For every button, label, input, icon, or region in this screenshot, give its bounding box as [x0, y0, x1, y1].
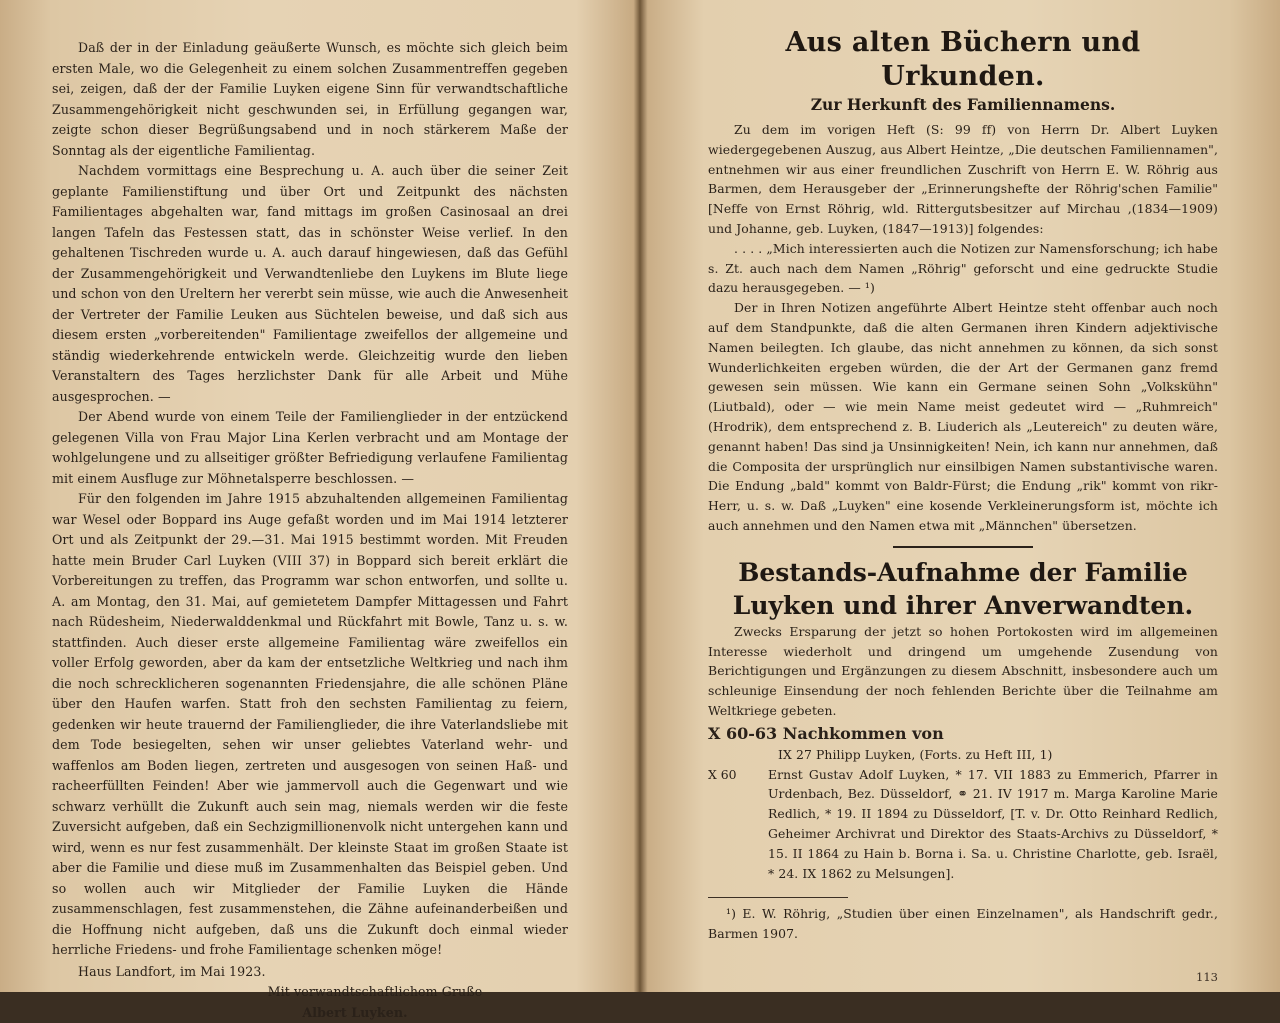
- right-page: [650, 0, 1280, 992]
- signature-place: Haus Landfort, im Mai 1923.: [52, 962, 568, 983]
- quote-paragraph: . . . . „Mich interessierten auch die Notizen zur Namensforschung; ich habe s. Zt. auch nach dem Namen „Röhrig" geforscht und eine gedruckte Studie dazu herausgegeben. — ¹): [708, 239, 1218, 298]
- right-page-text: [708, 26, 1218, 986]
- parent-line: IX 27 Philipp Luyken, (Forts. zu Heft III, 1): [708, 745, 1218, 765]
- article-title: Aus alten Büchern und Urkunden.: [708, 26, 1218, 94]
- genealogy-entry: [708, 765, 1218, 884]
- footnote: ¹) E. W. Röhrig, „Studien über einen Einzelnamen", als Handschrift gedr., Barmen 1907.: [708, 904, 1218, 944]
- descendants-heading: X 60-63 Nachkommen von: [708, 723, 1218, 745]
- section-title: Bestands-Aufnahme der Familie Luyken und ihrer Anverwandten.: [708, 556, 1218, 622]
- article-subtitle: Zur Herkunft des Familiennamens.: [708, 94, 1218, 116]
- left-page-text: [52, 38, 568, 968]
- section-intro: Zwecks Ersparung der jetzt so hohen Portokosten wird im allgemeinen Interesse wiederholt und dringend um umgehende Zusendung von Berichtigungen und Ergänzungen zu diesem Abschnitt, insbesondere auch um schleunige Einsendung der noch fehlenden Berichte über die Teilnahme am Weltkriege gebeten.: [708, 622, 1218, 721]
- page-number: 113: [1196, 970, 1218, 984]
- footnote-divider: [708, 897, 848, 898]
- left-page: [0, 0, 630, 992]
- paragraph: Daß der in der Einladung geäußerte Wunsch, es möchte sich gleich beim ersten Male, wo die Gelegenheit zu einem solchen Zusammentreffen gegeben sei, zeigen, daß der der Familie Luyken eigene Sinn für verwandtschaftliche Zusammengehörigkeit nicht geschwunden sei, in Erfüllung gegangen war, zeigte schon dieser Begrüßungsabend und in noch stärkerem Maße der Sonntag als der eigentliche Familientag.: [52, 38, 568, 161]
- paragraph: Nachdem vormittags eine Besprechung u. A. auch über die seiner Zeit geplante Familienstiftung und über Ort und Zeitpunkt des nächsten Familientages abgehalten war, fand mittags im großen Casinosaal an drei langen Tafeln das Festessen statt, das in schönster Weise verlief. In den gehaltenen Tischreden wurde u. A. auch darauf hingewiesen, daß das Gefühl der Zusammengehörigkeit und Verwandtenliebe den Luykens im Blute liege und schon von den Ureltern her vererbt sein müsse, wie auch die Anwesenheit der Vertreter der Familie Leuken aus Süchtelen beweise, und daß sich aus diesem ersten „vorbereitenden" Familientage zweifellos der allgemeine und ständig wiederkehrende entwickeln werde. Gleichzeitig wurde den lieben Veranstaltern des Tages herzlichster Dank für alle Arbeit und Mühe ausgesprochen. —: [52, 161, 568, 407]
- paragraph: Zu dem im vorigen Heft (S: 99 ff) von Herrn Dr. Albert Luyken wiedergegebenen Auszug, aus Albert Heintze, „Die deutschen Familiennamen", entnehmen wir aus einer freundlichen Zuschrift von Herrn E. W. Röhrig aus Barmen, dem Herausgeber der „Erinnerungshefte der Röhrig'schen Familie" [Neffe von Ernst Röhrig, wld. Rittergutsbesitzer auf Mirchau ,(1834—1909) und Johanne, geb. Luyken, (1847—1913)] folgendes:: [708, 120, 1218, 239]
- entry-code: X 60: [708, 765, 768, 785]
- paragraph: Der in Ihren Notizen angeführte Albert Heintze steht offenbar auch noch auf dem Standpunkte, daß die alten Germanen ihren Kindern adjektivische Namen beilegten. Ich glaube, das nicht annehmen zu können, da sich sonst Wunderlichkeiten ergeben würden, die der Art der Germanen ganz fremd gewesen sein müssen. Wie kann ein Germane seinen Sohn „Volkskühn" (Liutbald), oder — wie mein Name meist gedeutet wird — „Ruhmreich" (Hrodrik), dem entsprechend z. B. Liuderich als „Leutereich" zu deuten wäre, genannt haben! Das sind ja Unsinnigkeiten! Nein, ich kann nur annehmen, daß die Composita der ursprünglich nur einsilbigen Namen substantivische waren. Die Endung „bald" kommt von Baldr-Fürst; die Endung „rik" kommt von rikr-Herr, u. s. w. Daß „Luyken" eine kosende Verkleinerungsform ist, möchte ich auch annehmen und den Namen etwa mit „Männchen" übersetzen.: [708, 298, 1218, 536]
- paragraph: Für den folgenden im Jahre 1915 abzuhaltenden allgemeinen Familientag war Wesel oder Boppard ins Auge gefaßt worden und im Mai 1914 letzterer Ort und als Zeitpunkt der 29.—31. Mai 1915 bestimmt worden. Mit Freuden hatte mein Bruder Carl Luyken (VIII 37) in Boppard sich bereit erklärt die Vorbereitungen zu treffen, das Programm war schon entworfen, und sollte u. A. am Montag, den 31. Mai, auf gemietetem Dampfer Mittagessen und Fahrt nach Rüdesheim, Niederwalddenkmal und Rückfahrt mit Bowle, Tanz u. s. w. stattfinden. Auch dieser erste allgemeine Familientag wäre zweifellos ein voller Erfolg geworden, aber da kam der entsetzliche Weltkrieg und nach ihm die noch schrecklicheren sogenannten Friedensjahre, die alle schönen Pläne über den Haufen warfen. Statt froh den sechsten Familientag zu feiern, gedenken wir heute trauernd der Familienglieder, die ihre Vaterlandsliebe mit dem Tode besiegelten, sehen wir unser geliebtes Vaterland wehr- und waffenlos am Boden liegen, zertreten und ausgesogen von seinen Haß- und racheerfüllten Feinden! Aber wie jammervoll auch die Gegenwart und wie schwarz verhüllt die Zukunft auch sein mag, niemals werden wir die feste Zuversicht aufgeben, daß ein Sechzigmillionenvolk nicht untergehen kann und wird, wenn es nur fest zusammenhält. Der kleinste Staat im großen Staate ist aber die Familie und diese muß im Zusammenhalten das Beispiel geben. Und so wollen auch wir Mitglieder der Familie Luyken die Hände zusammenschlagen, fest zusammenstehen, die Zähne aufeinanderbeißen und die Hoffnung nicht aufgeben, daß uns die Zukunft doch einmal wieder herrliche Friedens- und frohe Familientage schenken möge!: [52, 489, 568, 961]
- section-divider: [893, 546, 1033, 548]
- paragraph: Der Abend wurde von einem Teile der Familienglieder in der entzückend gelegenen Villa von Frau Major Lina Kerlen verbracht und am Montage der wohlgelungene und zu allseitiger größter Befriedigung verlaufene Familientag mit einem Ausfluge zur Möhnetalsperre beschlossen. —: [52, 407, 568, 489]
- signature-name: Albert Luyken.: [52, 1003, 568, 1023]
- signature-greeting: Mit verwandtschaftlichem Gruße: [52, 982, 568, 1003]
- entry-text: Ernst Gustav Adolf Luyken, * 17. VII 1883 zu Emmerich, Pfarrer in Urdenbach, Bez. Düsseldorf, ⚭ 21. IV 1917 m. Marga Karoline Marie Redlich, * 19. II 1894 zu Düsseldorf, [T. v. Dr. Otto Reinhard Redlich, Geheimer Archivrat und Direktor des Staats-Archivs zu Düsseldorf, * 15. II 1864 zu Hain b. Borna i. Sa. u. Christine Charlotte, geb. Israël, * 24. IX 1862 zu Melsungen].: [768, 765, 1218, 884]
